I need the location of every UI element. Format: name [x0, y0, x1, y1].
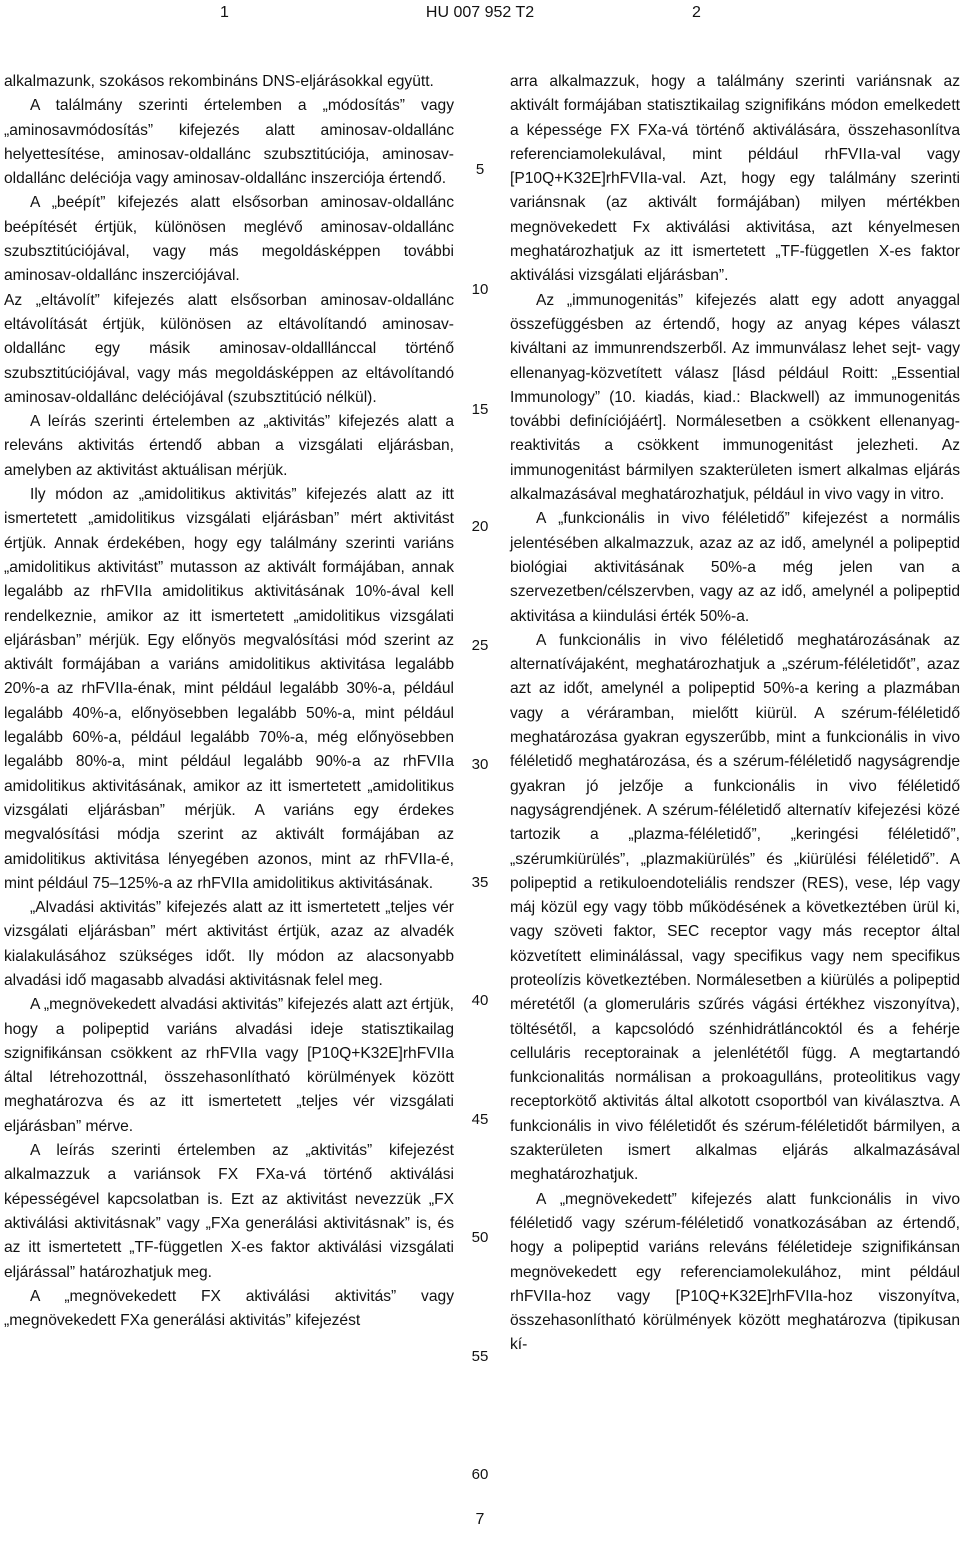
right-page-number: 2 [692, 4, 701, 21]
page-number: 7 [475, 1511, 485, 1528]
line-number: 30 [471, 756, 489, 773]
paragraph: A funkcionális in vivo féléletidő meghatározásának az alternatívájaként, meghatározhatjuk a „szérum-féléletidőt”, azaz azt az időt, amelynél a polipeptid 50%-a kering a plazmában vagy a véráramban, mielőtt kiürül. A szérum-féléletidő meghatározása gyakran egyszerűbb, mint a funkcionális in vivo féléletidő meghatározása, és a szérum-féléletidő nagyságrendje gyakran jó jelzője a funkcionális in vivo féléletidő nagyságrendjének. A szérum-féléletidő alternatív kifejezési közé tartozik a „plazma-féléletidő”, „keringési féléletidő”, „szérumkiürülés”, „plazmakiürülés” és „kiürülési féléletidő”. A polipeptid a retikuloendoteliális rendszer (RES), vese, lép vagy máj közül egy vagy több működésének a következtében ürül ki, vagy szöveti faktor, SEC receptor vagy más receptor által közvetített eliminálással, vagy specifikus vagy nem specifikus proteolízis következtében. Normálesetben a kiürülés a polipeptid méretétől (a glomeruláris szűrés vágási értékhez viszonyítva), töltésétől, a kapcsolódó szénhidrátláncoktól és a fehérje celluláris receptorainak a jelenlététől függ. A megtartandó funkcionalitás normálisan a prokoagulláns, proteolitikus vagy receptorkötő aktivitás által alkotott csoportból van kiválasztva. A funkcionális in vivo féléletidőt és szérum-féléletidőt bármilyen, a szakterületen ismert alkalmas eljárás alkalmazásával meghatározhatjuk. [510, 631, 960, 1184]
left-text-column [4, 70, 454, 1333]
paragraph: A „beépít” kifejezés alatt elsősorban aminosav-oldallánc beépítését értjük, különösen meglévő aminosav-oldallánc szubsztitúciójával, vagy más megoldásképpen további aminosav-oldallánc inszerciójával. [4, 194, 454, 285]
right-text-column [510, 70, 960, 1358]
line-number: 45 [471, 1111, 489, 1128]
line-number: 55 [471, 1348, 489, 1365]
paragraph: Az „immunogenitás” kifejezés alatt egy adott anyaggal összefüggésben az értendő, hogy az anyag képes választ kiváltani az immunrendszerből. Az immunválasz lehet sejt- vagy ellenanyag-közvetített válasz [lásd például Roitt: „Essential Immunology” (10. kiadás, kiad.: Blackwell) az immunogenitás további definíciójáért]. Normálesetben a csökkent ellenanyag-reaktivitás a csökkent immunogenitást jelezheti. Az immunogenitást bármilyen szakterületen ismert alkalmas eljárás alkalmazásával meghatározhatjuk, például in vivo vagy in vitro. [510, 291, 960, 504]
paragraph: arra alkalmazzuk, hogy a találmány szerinti variánsnak az aktivált formájában statisztikailag szignifikáns módon emelkedett a képessége FX FXa-vá történő aktiválására, összehasonlítva referenciamolekulával, mint például rhFVIIa-val vagy [P10Q+K32E]rhFVIIa-val. Azt, hogy egy találmány szerinti variánsnak (az aktivált formájában) milyen mértékben megnövekedett Fx aktiválási aktivitása, azt kényelmesen meghatározhatjuk az itt ismertetett „TF-független X-es faktor aktiválási vizsgálati eljárásban”. [510, 73, 960, 285]
paragraph: A leírás szerinti értelemben az „aktivitás” kifejezést alkalmazzuk a variánsok FX FXa-vá történő aktiválási képességével kapcsolatban is. Ezt az aktivitást nevezzük „FX aktiválási aktivitásnak” vagy „FXa generálási aktivitásnak” is, és az itt ismertetett „TF-független X-es faktor aktiválási vizsgálati eljárással” határozhatjuk meg. [4, 1142, 454, 1281]
paragraph: A „funkcionális in vivo féléletidő” kifejezést a normális jelentésében alkalmazzuk, azaz az az idő, amelynél a polipeptid biológiai aktivitásának 50%-a még jelen van a szervezetben/célszervben, vagy az az idő, amelynél a polipeptid aktivitása a kiindulási érték 50%-a. [510, 510, 960, 625]
paragraph: alkalmazunk, szokásos rekombináns DNS-eljárásokkal együtt. [4, 73, 434, 90]
paragraph: A „megnövekedett” kifejezés alatt funkcionális in vivo féléletidő vagy szérum-féléletidő vonatkozásában az értendő, hogy a polipeptid variáns releváns féléletideje szignifikánsan megnövekedett egy referenciamolekulához, mint például rhFVIIa-hoz vagy [P10Q+K32E]rhFVIIa-hoz viszonyítva, összehasonlítható körülmények között meghatározva (tipikusan kí- [510, 1190, 960, 1354]
line-number: 20 [471, 518, 489, 535]
line-number: 10 [471, 281, 489, 298]
left-page-number: 1 [220, 4, 229, 21]
line-number: 35 [471, 874, 489, 891]
line-number: 15 [471, 401, 489, 418]
line-number: 5 [475, 161, 485, 178]
patent-number: HU 007 952 T2 [425, 4, 535, 21]
paragraph: A „megnövekedett alvadási aktivitás” kifejezés alatt azt értjük, hogy a polipeptid variáns alvadási ideje statisztikailag szignifikánsan csökkent az rhFVIIa vagy [P10Q+K32E]rhFVIIa által létrehozottnál, összehasonlítható körülmények között meghatározva és az itt ismertetett „teljes vér vizsgálati eljárásban” mérve. [4, 996, 454, 1135]
paragraph: A leírás szerinti értelemben az „aktivitás” kifejezés alatt a releváns aktivitás értendő abban a vizsgálati eljárásban, amelyben az aktivitást aktuálisan mérjük. [4, 413, 454, 479]
line-number: 60 [471, 1466, 489, 1483]
paragraph: Ily módon az „amidolitikus aktivitás” kifejezés alatt az itt ismertetett „amidolitikus vizsgálati eljárásban” mért aktivitást értjük. Annak érdekében, hogy egy találmány szerinti variáns „amidolitikus aktivitást” mutasson az aktivált formájában, annak legalább az rhFVIIa amidolitikus aktivitásának 10%-ával kell rendelkeznie, amikor az itt ismertetett „amidolitikus vizsgálati eljárásban” mérjük. Egy előnyös megvalósítási mód szerint az aktivált formájában a variáns amidolitikus aktivitása legalább 20%-a az rhFVIIa-énak, mint például legalább 30%-a, például legalább 40%-a, előnyösebben legalább 50%-a, mint például legalább 60%-a, például legalább 70%-a, még előnyösebben legalább 80%-a, mint például legalább 90%-a az rhFVIIa amidolitikus aktivitásának, amikor az itt ismertetett „amidolitikus vizsgálati eljárásban” mérjük. A variáns egy érdekes megvalósítási módja szerint az aktivált formájában az amidolitikus aktivitása lényegében azonos, mint az rhFVIIa-é, mint például 75–125%-a az rhFVIIa amidolitikus aktivitásának. [4, 486, 454, 892]
paragraph: „Alvadási aktivitás” kifejezés alatt az itt ismertetett „teljes vér vizsgálati eljárásban” mért aktivitást értjük, azaz az alvadék kialakulásához szükséges időt. Ily módon az alacsonyabb alvadási idő magasabb alvadási aktivitásnak felel meg. [4, 899, 454, 989]
paragraph: Az „eltávolít” kifejezés alatt elsősorban aminosav-oldallánc eltávolítását értjük, különösen az eltávolítandó aminosav-oldallánc egy másik aminosav-oldalllánccal történő szubsztitúciójával, vagy más megoldásképpen az eltávolítandó aminosav-oldallánc deléciójával (szubsztitúció nélkül). [4, 291, 454, 406]
line-number: 40 [471, 992, 489, 1009]
line-number: 25 [471, 637, 489, 654]
line-number: 50 [471, 1229, 489, 1246]
paragraph: A találmány szerinti értelemben a „módosítás” vagy „aminosavmódosítás” kifejezés alatt aminosav-oldallánc helyettesítése, aminosav-oldallánc szubsztitúciója, aminosav-oldallánc deléciója vagy aminosav-oldallánc inszerciója értendő. [4, 97, 454, 188]
paragraph: A „megnövekedett FX aktiválási aktivitás” vagy „megnövekedett FXa generálási aktivitás” kifejezést [4, 1287, 454, 1330]
